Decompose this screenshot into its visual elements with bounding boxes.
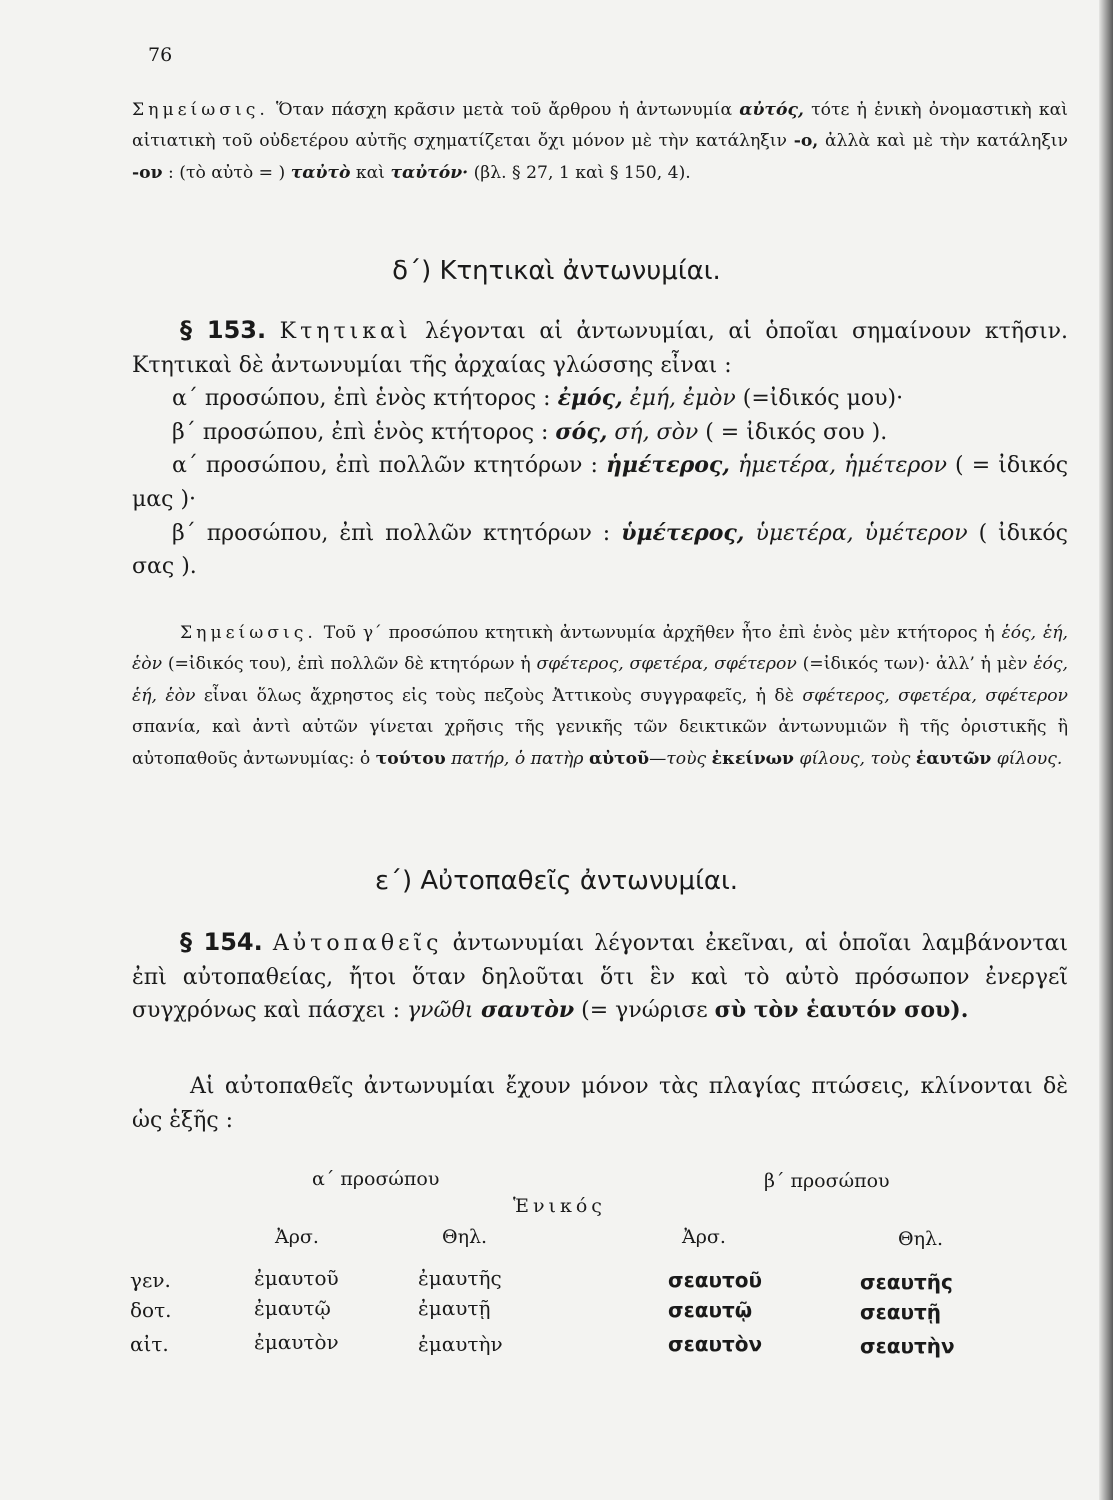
page-number: 76 <box>148 44 173 66</box>
form-cell: σεαυτῷ <box>668 1298 753 1322</box>
section-heading-reflexive: ε΄) Αὐτοπαθεῖς ἀντωνυμίαι. <box>374 866 739 896</box>
person-2-header: β΄ προσώπου <box>764 1170 890 1192</box>
number-header: Ἑνικός <box>513 1195 606 1217</box>
form-cell: σεαυτοῦ <box>668 1268 762 1292</box>
form-cell: ἐμαυτὸν <box>254 1330 339 1354</box>
form-cell: σεαυτὸν <box>668 1332 763 1356</box>
case-label: δοτ. <box>130 1298 172 1322</box>
section-number: § 153. <box>180 316 267 344</box>
section-number: § 154. <box>180 928 263 956</box>
form-cell: ἐμαυτῆς <box>418 1266 502 1290</box>
gender-masc-1: Ἀρσ. <box>275 1226 319 1248</box>
gender-masc-2: Ἀρσ. <box>682 1226 726 1248</box>
note-label: Σημείωσις. <box>180 623 317 643</box>
case-label: αἰτ. <box>130 1332 169 1356</box>
note-paragraph-2: Σημείωσις. Τοῦ γ΄ προσώπου κτητικὴ ἀντωνυμία ἀρχῆθεν ἦτο ἐπὶ ἑνὸς μὲν κτήτορος ἡ ἑός, ἑή, ἑὸν (=ἰδικός του), ἐπὶ πολλῶν δὲ κτητόρων ἡ σφέτερος, σφετέρα, σφέτερον (=ἰδικός των)· ἀλλ’ ἡ μὲν ἑός, ἑή, ἑὸν εἶναι ὅλως ἄχρηστος εἰς τοὺς πεζοὺς Ἀττικοὺς συγγραφεῖς, ἡ δὲ σφέτερος, σφετέρα, σφέτερον σπανία, καὶ ἀντὶ αὐτῶν γίνεται χρῆσις τῆς γενικῆς τῶν δεικτικῶν ἀντωνυμιῶν ἢ τῆς ὀριστικῆς ἢ αὐτοπαθοῦς ἀντωνυμίας: ὁ τούτου πατήρ, ὁ πατὴρ αὐτοῦ—τοὺς ἐκείνων φίλους, τοὺς ἑαυτῶν φίλους. <box>132 623 1069 769</box>
form-cell: σεαυτῇ <box>860 1300 941 1324</box>
form-cell: ἐμαυτοῦ <box>254 1266 339 1290</box>
section-heading-possessive: δ΄) Κτητικαὶ ἀντωνυμίαι. <box>392 256 721 286</box>
possessive-row-3: α΄ προσώπου, ἐπὶ πολλῶν κτητόρων : ἡμέτερος, ἡμετέρα, ἡμέτερον ( = ἰδικός μας )· <box>132 452 1069 512</box>
possessive-row-2: β΄ προσώπου, ἐπὶ ἑνὸς κτήτορος : σός, σή, σὸν ( = ἰδικός σου ). <box>172 418 888 445</box>
possessive-row-1: α΄ προσώπου, ἐπὶ ἑνὸς κτήτορος : ἐμός, ἐμή, ἐμὸν (=ἰδικός μου)· <box>172 385 904 412</box>
note-paragraph-1: Σημείωσις. Ὅταν πάσχη κρᾶσιν μετὰ τοῦ ἄρθρου ἡ ἀντωνυμία αὐτός, τότε ἡ ἑνικὴ ὀνομαστικὴ καὶ αἰτιατικὴ τοῦ οὐδετέρου αὐτῆς σχηματίζεται ὄχι μόνον μὲ τὴν κατάληξιν -ο, ἀλλὰ καὶ μὲ τὴν κατάληξιν -ον : (τὸ αὐτὸ = ) ταὐτὸ καὶ ταὐτόν· (βλ. § 27, 1 καὶ § 150, 4). <box>132 100 1068 183</box>
section-153 <box>132 314 1068 584</box>
person-1-header: α΄ προσώπου <box>312 1168 440 1190</box>
form-cell: σεαυτῆς <box>860 1270 953 1294</box>
form-cell: ἐμαυτὴν <box>418 1332 503 1356</box>
section-154-declension-intro: Αἱ αὐτοπαθεῖς ἀντωνυμίαι ἔχουν μόνον τὰς πλαγίας πτώσεις, κλίνονται δὲ ὡς ἑξῆς : <box>132 1074 1068 1133</box>
form-cell: ἐμαυτῇ <box>418 1296 491 1320</box>
section-154: § 154. Αὐτοπαθεῖς ἀντωνυμίαι λέγονται ἐκεῖναι, αἱ ὁποῖαι λαμβάνονται ἐπὶ αὐτοπαθείας, ἤτοι ὅταν δηλοῦται ὅτι ἓν καὶ τὸ αὐτὸ πρόσωπον ἐνεργεῖ συγχρόνως καὶ πάσχει : γνῶθι σαυτὸν (= γνώρισε σὺ τὸν ἑαυτόν σου). <box>132 928 1068 1024</box>
form-cell: σεαυτὴν <box>860 1334 955 1358</box>
form-cell: ἐμαυτῷ <box>254 1296 331 1320</box>
note-label: Σημείωσις. <box>132 100 269 120</box>
case-label: γεν. <box>130 1268 171 1292</box>
possessive-row-4: β΄ προσώπου, ἐπὶ πολλῶν κτητόρων : ὑμέτερος, ὑμετέρα, ὑμέτερον ( ἰδικός σας ). <box>132 519 1068 580</box>
gender-fem-1: Θηλ. <box>442 1226 488 1248</box>
gender-fem-2: Θηλ. <box>898 1228 944 1250</box>
section-153-intro: § 153. Κτητικαὶ λέγονται αἱ ἀντωνυμίαι, αἱ ὁποῖαι σημαίνουν κτῆσιν. Κτητικαὶ δὲ ἀντωνυμίαι τῆς ἀρχαίας γλώσσης εἶναι : <box>132 316 1068 378</box>
page-edge-shadow <box>1099 0 1113 1500</box>
